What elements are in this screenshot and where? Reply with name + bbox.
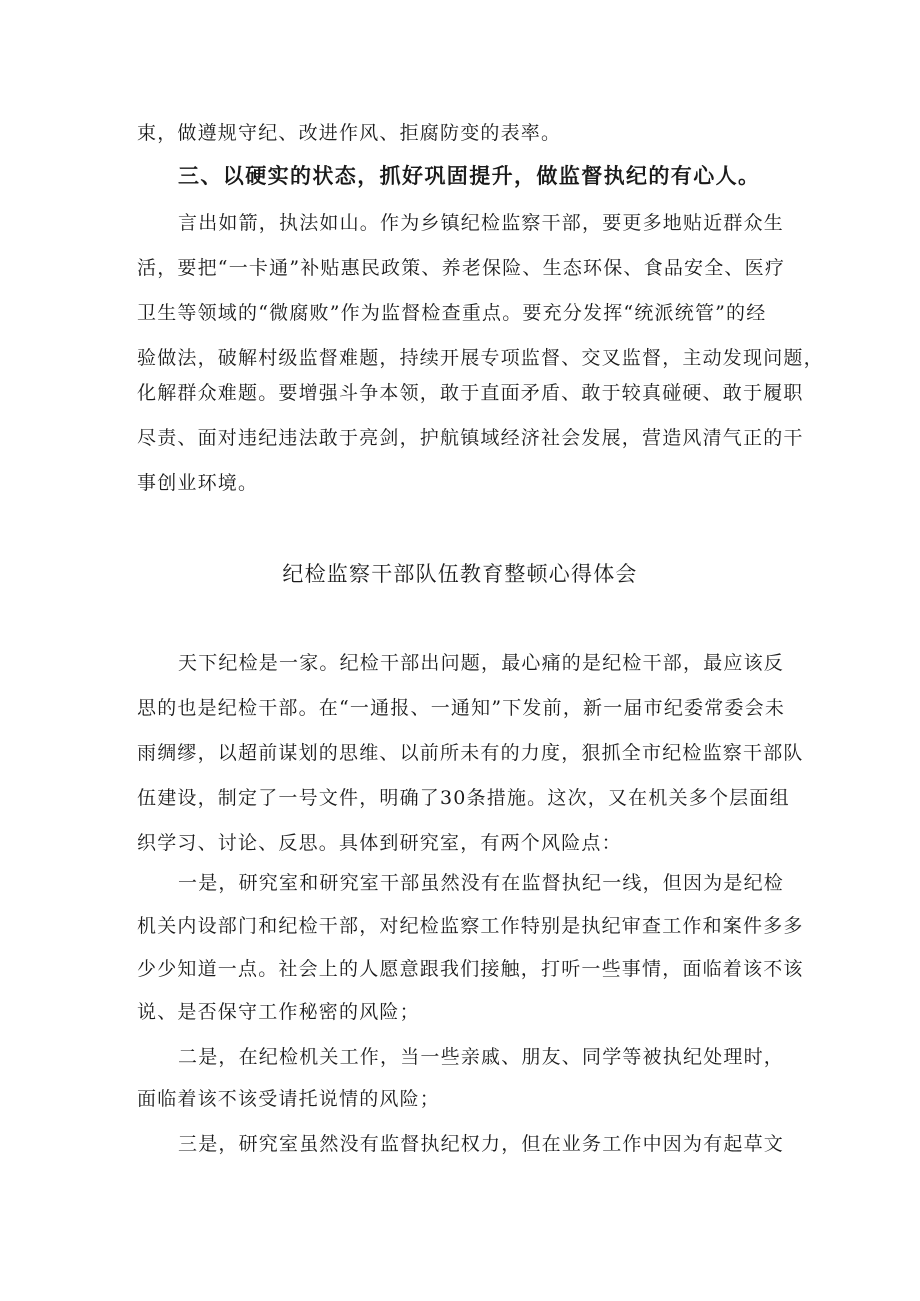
paragraph-line: 机关内设部门和纪检干部，对纪检监察工作特别是执纪审查工作和案件多多 [137,915,804,937]
paragraph-line: 少少知道一点。社会上的人愿意跟我们接触，打听一些事情，面临着该不该 [137,958,804,980]
paragraph-line: 活，要把“一卡通”补贴惠民政策、养老保险、生态环保、食品安全、医疗 [137,257,786,279]
paragraph-line: 言出如箭，执法如山。作为乡镇纪检监察干部，要更多地贴近群众生 [178,212,785,234]
paragraph-line: 事创业环境。 [137,472,259,494]
paragraph-line: 织学习、讨论、反思。具体到研究室，有两个风险点： [137,832,622,854]
paragraph-line: 验做法，破解村级监督难题，持续开展专项监督、交叉监督，主动发现问题， [137,347,824,369]
paragraph-line: 化解群众难题。要增强斗争本领，敢于直面矛盾、敢于较真碰硬、敢于履职 [137,382,804,404]
paragraph-line: 面临着该不该受请托说情的风险； [137,1088,441,1110]
paragraph-line: 一是，研究室和研究室干部虽然没有在监督执纪一线，但因为是纪检 [178,872,785,894]
article-title: 纪检监察干部队伍教育整顿心得体会 [282,562,638,586]
paragraph-line: 束，做遵规守纪、改进作风、拒腐防变的表率。 [137,122,562,144]
paragraph-line: 思的也是纪检干部。在“一通报、一通知”下发前，新一届市纪委常委会未 [137,697,786,719]
paragraph-line: 雨绸缪，以超前谋划的思维、以前所未有的力度，狠抓全市纪检监察干部队 [137,742,804,764]
paragraph-line: 二是，在纪检机关工作，当一些亲戚、朋友、同学等被执纪处理时， [178,1046,785,1068]
paragraph-line: 伍建设，制定了一号文件，明确了30条措施。这次，又在机关多个层面组 [137,787,790,809]
paragraph-line: 说、是否保守工作秘密的风险； [137,1001,420,1023]
paragraph-line: 尽责、面对违纪违法敢于亮剑，护航镇域经济社会发展，营造风清气正的干 [137,427,804,449]
paragraph-line: 三是，研究室虽然没有监督执纪权力，但在业务工作中因为有起草文 [178,1133,785,1155]
paragraph-line: 卫生等领域的“微腐败”作为监督检查重点。要充分发挥“统派统管”的经 [137,302,767,324]
section-heading: 三、以硬实的状态，抓好巩固提升，做监督执纪的有心人。 [178,164,761,188]
paragraph-line: 天下纪检是一家。纪检干部出问题，最心痛的是纪检干部，最应该反 [178,652,785,674]
